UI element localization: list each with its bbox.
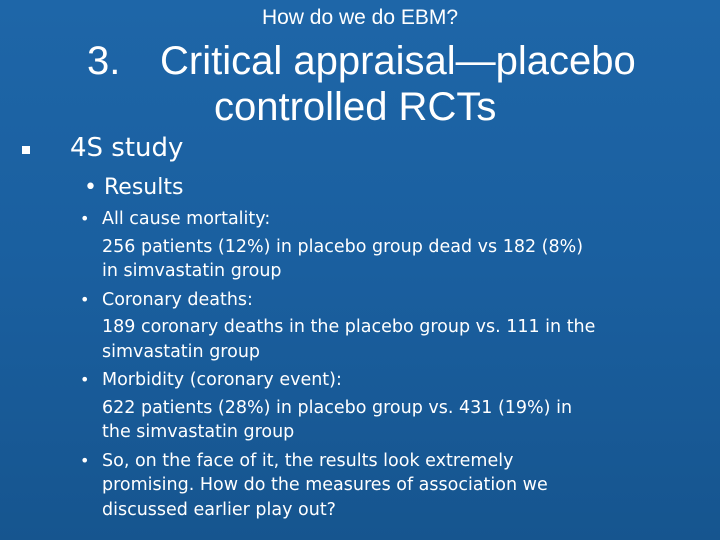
bullet-dot-icon: • [80, 289, 90, 309]
bullet-dot-icon: • [84, 175, 97, 200]
bullet-dot-icon: • [80, 370, 90, 389]
item-detail [102, 396, 710, 445]
item-detail-line: simvastatin group [102, 341, 261, 362]
bullet-level-1-text: 4S study [70, 133, 184, 163]
item-heading: Coronary deaths: [102, 289, 253, 310]
item-detail-line: the simvastatin group [102, 422, 295, 442]
item-detail-line: 189 coronary deaths in the placebo group vs. 111 in the [102, 317, 596, 337]
list-item [80, 207, 710, 284]
item-heading-line: discussed earlier play out? [102, 499, 336, 520]
title-line-1: Critical appraisal—placebo [160, 39, 636, 83]
item-heading: All cause mortality: [102, 209, 271, 229]
list-item [80, 449, 710, 523]
item-detail [102, 235, 710, 284]
title-number: 3. [87, 39, 121, 83]
title-line-2: controlled RCTs [214, 85, 497, 129]
slide-header: How do we do EBM? [261, 6, 459, 29]
item-detail-line: in simvastatin group [102, 261, 282, 281]
item-detail-line: 256 patients (12%) in placebo group dead vs 182 (8%) [102, 236, 584, 257]
item-detail [102, 315, 710, 364]
item-heading: Morbidity (coronary event): [102, 370, 342, 390]
list-item [80, 368, 710, 445]
square-bullet-icon [22, 146, 30, 154]
results-list [80, 207, 710, 526]
item-heading-line: promising. How do the measures of association we [102, 475, 548, 495]
bullet-level-2-text: Results [104, 175, 184, 200]
item-detail-line: 622 patients (28%) in placebo group vs. 431 (19%) in [102, 397, 573, 418]
list-item [80, 288, 710, 365]
bullet-dot-icon: • [80, 450, 90, 470]
item-heading-line: So, on the face of it, the results look extremely [102, 450, 514, 471]
bullet-dot-icon: • [80, 209, 90, 228]
